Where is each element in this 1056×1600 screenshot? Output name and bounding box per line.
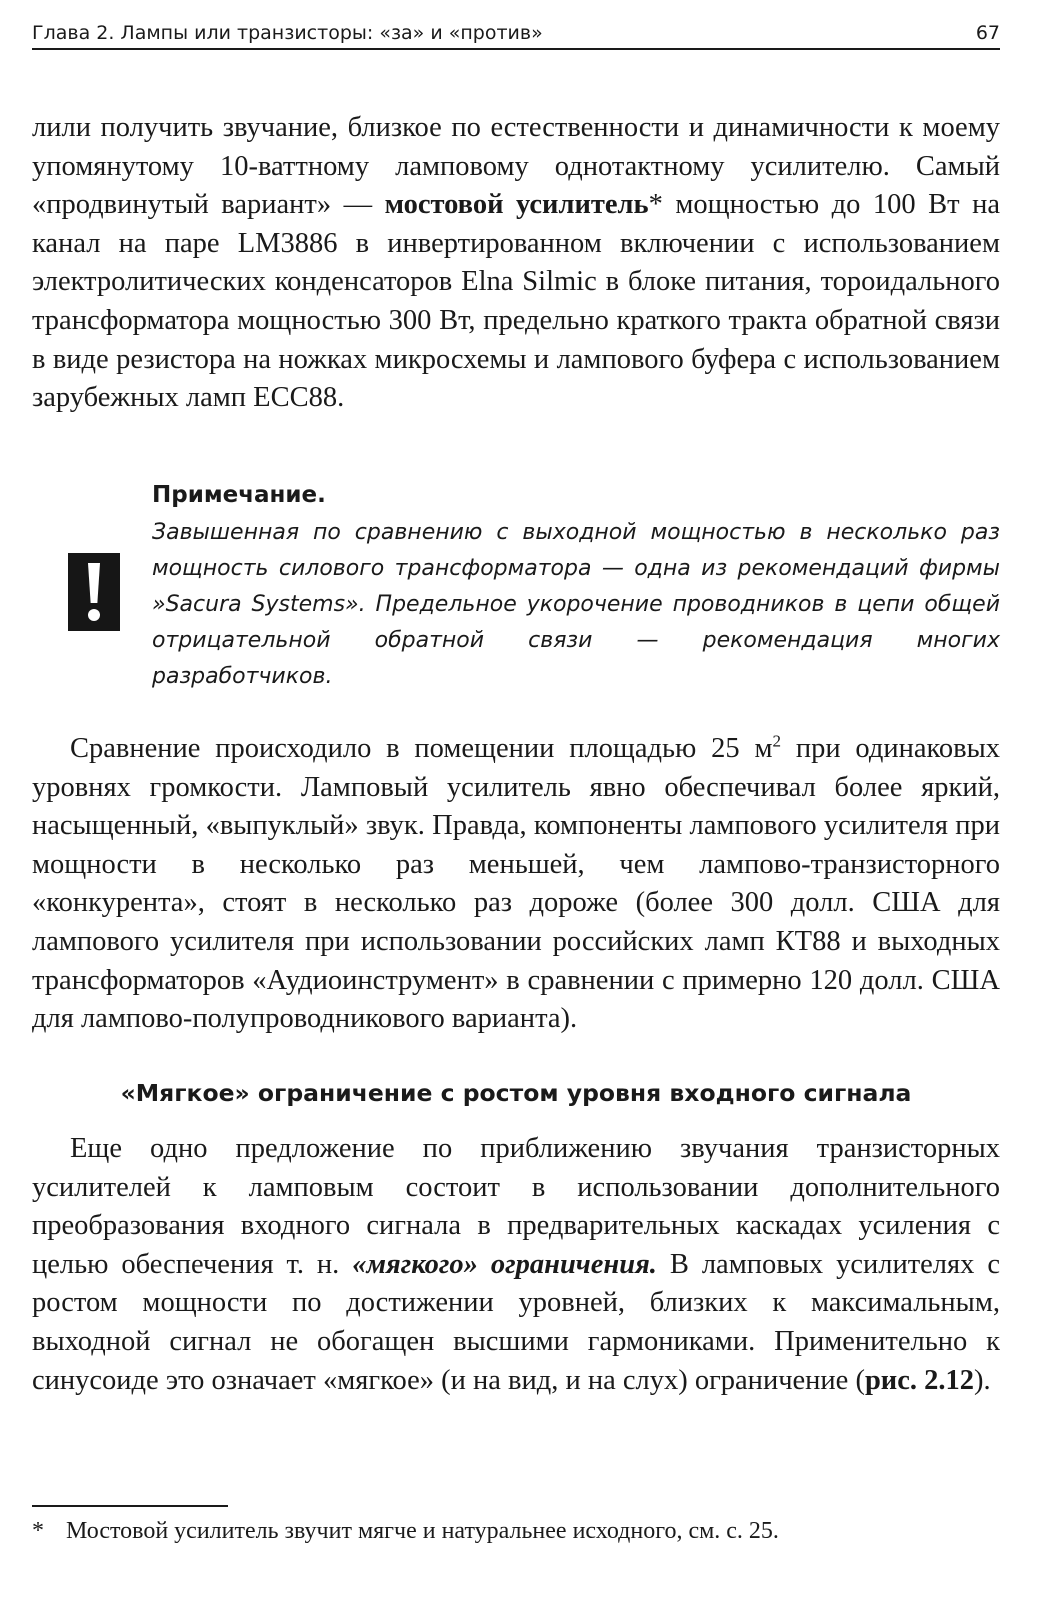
paragraph-3-emphasis: «мягкого» ограничения. [352, 1248, 657, 1280]
exclamation-icon [68, 553, 120, 631]
footnote-text: Мостовой усилитель звучит мягче и натуральнее исходного, см. с. 25. [66, 1518, 779, 1544]
chapter-title: Глава 2. Лампы или транзисторы: «за» и «против» [32, 22, 543, 44]
footnote-rule [32, 1505, 228, 1507]
running-head [32, 18, 1000, 50]
footnote [32, 1514, 1000, 1548]
exclamation-bar [88, 563, 100, 603]
paragraph-1-text-b: мощностью до 100 Вт на канал на паре LM3886 в инвертированном включении с использованием электролитических конденсаторов Elna Silmic в блоке питания, тороидального трансформатора мощностью 300 Вт, предельно краткого тракта обратной связи в виде резистора на ножках микросхемы и лампового буфера с использованием зарубежных ламп ECC88. [32, 189, 1000, 414]
paragraph-1 [32, 109, 1000, 418]
note-title: Примечание. [152, 482, 326, 508]
paragraph-3 [32, 1130, 1000, 1400]
footnote-mark: * [32, 1518, 44, 1544]
paragraph-3-text-b: В ламповых усилителях с ростом мощности по достижении уровней, близких к максимальным, выходной сигнал не обогащен высшими гармониками. Применительно к синусоиде это означает «мягкое» (и на вид, и на слух) ограничение ( [32, 1248, 1000, 1396]
paragraph-2-text-a: Сравнение происходило в помещении площадью 25 м [70, 733, 773, 764]
exclamation-dot [88, 609, 100, 621]
section-heading: «Мягкое» ограничение с ростом уровня входного сигнала [120, 1079, 912, 1107]
paragraph-2 [32, 730, 1000, 1039]
note-text: Завышенная по сравнению с выходной мощностью в несколько раз мощность силового трансформатора — одна из рекомендаций фирмы »Sacura Systems». Предельное укорочение проводников в цепи общей отрицательной обратной связи — рекомендация многих разработчиков. [152, 520, 1000, 689]
figure-reference: рис. 2.12 [864, 1364, 974, 1396]
page-number: 67 [975, 22, 1000, 44]
superscript-2: 2 [772, 731, 782, 751]
paragraph-3-text-a: Еще одно предложение по приближению звучания транзисторных усилителей к ламповым состоит в использовании дополнительного преобразования входного сигнала в предварительных каскадах усиления с целью обеспечения т. н. [32, 1133, 1000, 1280]
book-page [32, 0, 1000, 1600]
footnote-reference-mark: * [648, 189, 663, 221]
paragraph-1-bold-term: мостовой усилитель [384, 189, 649, 221]
paragraph-2-text-b: при одинаковых уровнях громкости. Ламповый усилитель явно обеспечивал более яркий, насыщенный, «выпуклый» звук. Правда, компоненты лампового усилителя при мощности в несколько раз меньшей, чем лампово-транзисторного «конкурента», стоят в несколько раз дороже (более 300 долл. США для лампового усилителя при использовании российских ламп КТ88 и выходных трансформаторов «Аудиоинструмент» в сравнении с примерно 120 долл. США для лампово-полупроводникового варианта). [32, 733, 1000, 1035]
paragraph-3-text-c: ). [974, 1364, 991, 1396]
paragraph-1-text-a: лили получить звучание, близкое по естественности и динамичности к моему упомянутому 10-ваттному ламповому однотактному усилителю. Самый «продвинутый вариант» — [32, 112, 1000, 221]
